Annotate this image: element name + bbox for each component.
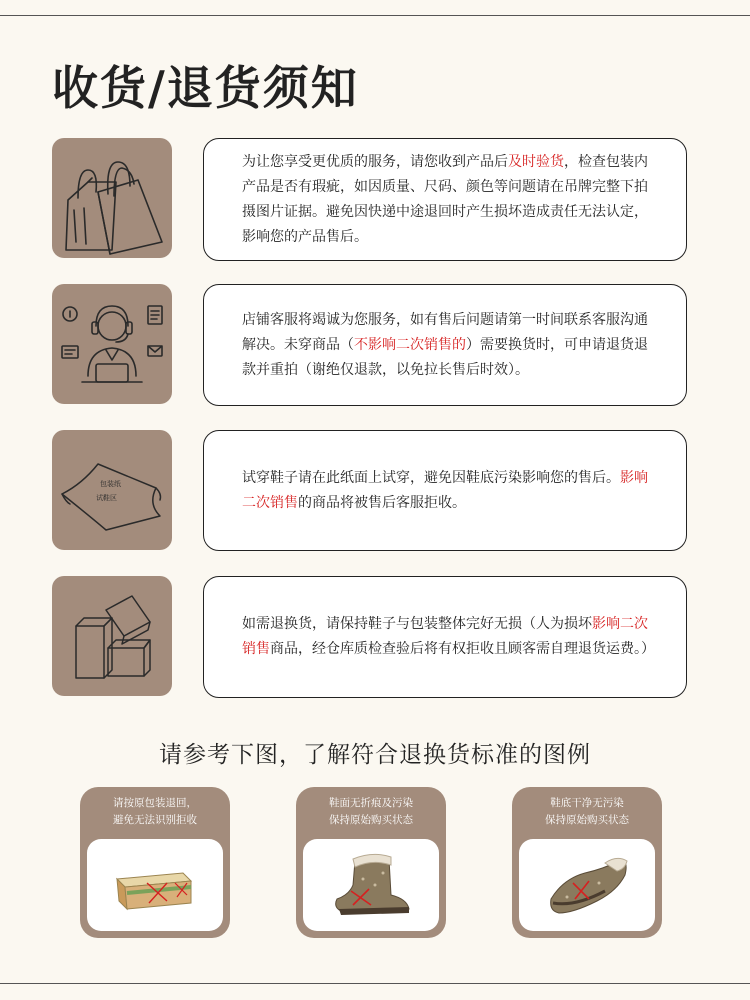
page-title: 收货/退货须知 xyxy=(52,61,359,115)
paper-label: 包装纸 xyxy=(100,480,121,488)
top-rule xyxy=(0,15,750,16)
example-card-sole xyxy=(512,787,662,938)
shoe-box-photo xyxy=(87,839,223,931)
notice-card-service xyxy=(203,284,687,406)
notice-text: 为让您享受更优质的服务，请您收到产品后及时验货，检查包装内产品是否有瑕疵，如因质量、尺码、颜色等问题请在吊牌完整下拍摄图片证据。避免因快递中途退回时产生损坏造成责任无法认定，影响您的产品售后。 xyxy=(242,153,648,245)
paper-label: 试鞋区 xyxy=(96,494,117,502)
notice-card-try-on xyxy=(203,430,687,551)
boot-side-photo xyxy=(303,839,439,931)
notice-card-return xyxy=(203,576,687,698)
bottom-rule xyxy=(0,983,750,984)
example-card-upper xyxy=(296,787,446,938)
notice-card-inspection xyxy=(203,138,687,261)
boxes-icon xyxy=(52,576,172,696)
highlight-text: 影响二次销售 xyxy=(242,469,648,511)
notice-text: 试穿鞋子请在此纸面上试穿，避免因鞋底污染影响您的售后。影响二次销售的商品将被售后客服拒收。 xyxy=(242,469,648,511)
example-caption: 请按原包装退回， 避免无法识别拒收 xyxy=(113,797,197,826)
example-caption: 鞋底干净无污染 保持原始购买状态 xyxy=(545,797,629,826)
try-on-paper-icon xyxy=(52,430,172,550)
highlight-text: 不影响二次销售的 xyxy=(354,336,466,353)
examples-heading: 请参考下图，了解符合退换货标准的图例 xyxy=(159,742,591,768)
boot-sole-photo xyxy=(519,839,655,931)
highlight-text: 影响二次销售 xyxy=(242,616,648,657)
customer-service-icon xyxy=(52,284,172,404)
notice-text: 店铺客服将竭诚为您服务，如有售后问题请第一时间联系客服沟通解决。未穿商品（不影响二次销售的）需要换货时，可申请退货退款并重拍（谢绝仅退款，以免拉长售后时效）。 xyxy=(242,311,648,378)
shopping-bags-icon xyxy=(52,138,172,258)
notice-text: 如需退换货，请保持鞋子与包装整体完好无损（人为损坏影响二次销售商品，经仓库质检查验后将有权拒收且顾客需自理退货运费。） xyxy=(242,616,655,657)
example-caption: 鞋面无折痕及污染 保持原始购买状态 xyxy=(329,797,413,826)
example-card-box xyxy=(80,787,230,938)
highlight-text: 及时验货 xyxy=(508,153,564,170)
